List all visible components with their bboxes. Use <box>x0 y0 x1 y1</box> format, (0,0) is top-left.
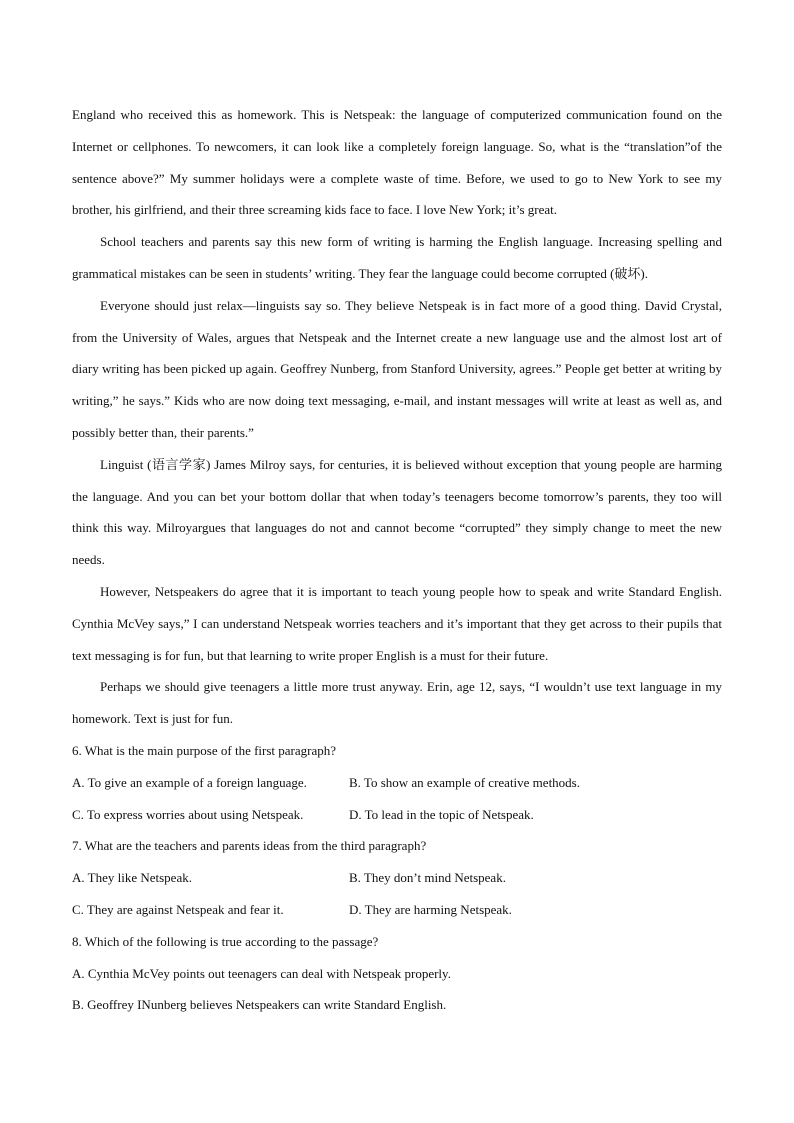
passage-paragraph-6: Perhaps we should give teenagers a little more trust anyway. Erin, age 12, says, “I wouldn’t use text language in my homework. Text is just for fun. <box>72 679 722 727</box>
question-6-option-d: D. To lead in the topic of Netspeak. <box>349 806 534 822</box>
question-7-option-a: A. They like Netspeak. <box>72 870 192 886</box>
passage-paragraph-2: School teachers and parents say this new form of writing is harming the English language. Increasing spelling and grammatical mistakes can be seen in students’ writing. They fear the language could become corrupted (破坏). <box>72 234 722 281</box>
question-8-option-a: A. Cynthia McVey points out teenagers can deal with Netspeak properly. <box>72 965 451 981</box>
question-8-option-b: B. Geoffrey INunberg believes Netspeakers can write Standard English. <box>72 997 447 1013</box>
question-7-options-row-1 <box>72 862 722 894</box>
exam-page <box>72 99 722 1021</box>
question-7-options-row-2 <box>72 894 722 926</box>
question-7-option-b: B. They don’t mind Netspeak. <box>349 870 506 886</box>
question-6-options-row-1 <box>72 767 722 799</box>
passage-paragraph-4: Linguist (语言学家) James Milroy says, for centuries, it is believed without exception that young people are harming the language. And you can bet your bottom dollar that when today’s teenagers become tomorrow’s parents, they too will think this way. Milroyargues that languages do not and cannot become “corrupted” they simply change to meet the new needs. <box>72 456 722 568</box>
passage-paragraph-3: Everyone should just relax—linguists say so. They believe Netspeak is in fact more of a good thing. David Crystal, from the University of Wales, argues that Netspeak and the Internet create a new language use and the almost lost art of diary writing has been picked up again. Geoffrey Nunberg, from Stanford University, agrees.” People get better at writing by writing,” he says.” Kids who are now doing text messaging, e-mail, and instant messages will write at least as well as, and possibly better than, their parents.” <box>72 297 722 440</box>
question-7-option-d: D. They are harming Netspeak. <box>349 901 512 917</box>
question-6-option-a: A. To give an example of a foreign language. <box>72 774 307 790</box>
passage-paragraph-1: England who received this as homework. This is Netspeak: the language of computerized communication found on the Internet or cellphones. To newcomers, it can look like a completely foreign language. So, what is the “translation”of the sentence above?” My summer holidays were a complete waste of time. Before, we used to go to New York to see my brother, his girlfriend, and their three screaming kids face to face. I love New York; it’s great. <box>72 107 722 218</box>
question-7-stem: 7. What are the teachers and parents ideas from the third paragraph? <box>72 838 427 854</box>
question-8-stem: 8. Which of the following is true according to the passage? <box>72 933 379 949</box>
passage-paragraph-5: However, Netspeakers do agree that it is important to teach young people how to speak and write Standard English. Cynthia McVey says,” I can understand Netspeak worries teachers and it’s important that they get across to their pupils that text messaging is for fun, but that learning to write proper English is a must for their future. <box>72 583 722 663</box>
question-6-options-row-2 <box>72 799 722 831</box>
question-7-option-c: C. They are against Netspeak and fear it. <box>72 901 284 917</box>
question-6-stem: 6. What is the main purpose of the first paragraph? <box>72 742 337 758</box>
question-6-option-b: B. To show an example of creative methods. <box>349 774 580 790</box>
question-6-option-c: C. To express worries about using Netspeak. <box>72 806 304 822</box>
